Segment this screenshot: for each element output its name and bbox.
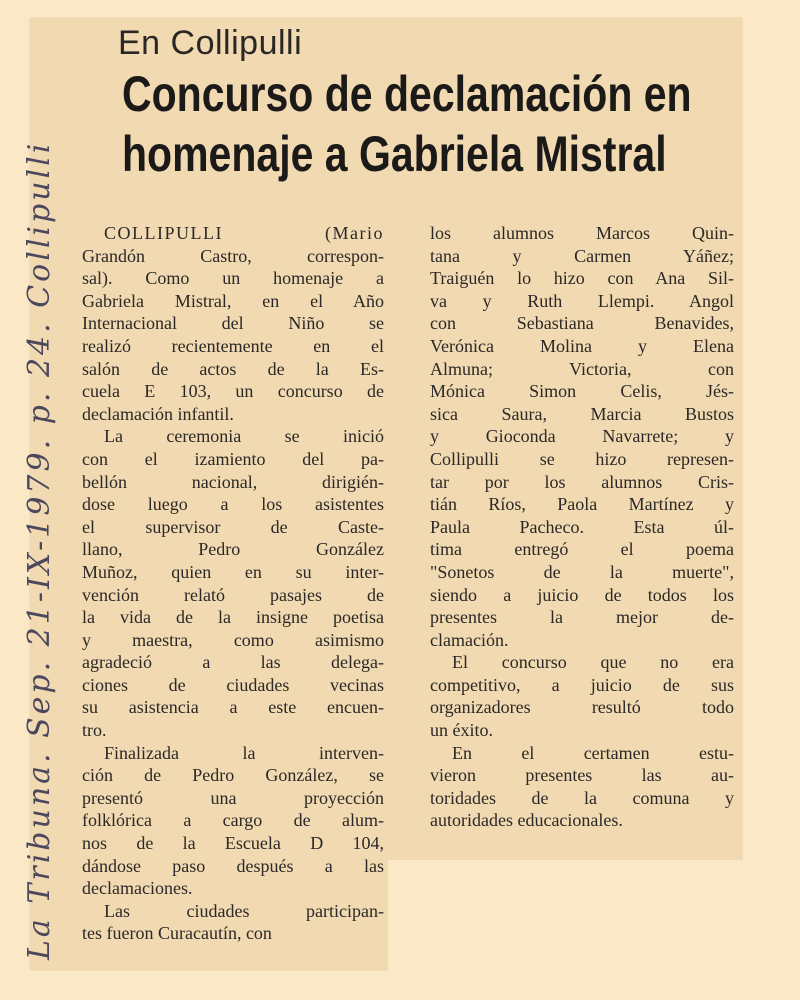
article-text-line: Collipulli se hizo represen- — [430, 448, 734, 469]
article-text-line: ción de Pedro González, se — [82, 765, 384, 786]
article-text-line: organizadores resultó todo — [430, 697, 734, 718]
article-text-line: llano, Pedro González — [82, 539, 384, 560]
article-text-line: tana y Carmen Yáñez; — [430, 245, 734, 266]
article-text-line: vieron presentes las au- — [430, 765, 734, 786]
article-text-line: con Sebastiana Benavides, — [430, 313, 734, 334]
handwritten-margin-note: La Tribuna. Sep. 21-IX-1979. p. 24. Collipulli — [22, 140, 57, 960]
article-text-line: Finalizada la interven- — [104, 742, 384, 763]
article-text-line: folklórica a cargo de alum- — [82, 810, 384, 831]
article-text-line: agradeció a las delega- — [82, 652, 384, 673]
article-text-line: ciones de ciudades vecinas — [82, 674, 384, 695]
article-text-line: va y Ruth Llempi. Angol — [430, 290, 734, 311]
article-text-line: vención relató pasajes de — [82, 584, 384, 605]
article-text-line: con el izamiento del pa- — [82, 448, 384, 469]
article-text-line: la vida de la insigne poetisa — [82, 607, 384, 628]
article-kicker: En Collipulli — [118, 24, 303, 62]
article-text-line: clamación. — [430, 629, 509, 650]
article-text-line: Traiguén lo hizo con Ana Sil- — [430, 268, 734, 289]
article-text-line: Almuna; Victoria, con — [430, 358, 734, 379]
article-text-line: nos de la Escuela D 104, — [82, 833, 384, 854]
article-text-line: presentes la mejor de- — [430, 607, 734, 628]
article-text-line: COLLIPULLI (Mario — [104, 223, 384, 243]
article-text-line: el supervisor de Caste- — [82, 516, 384, 537]
article-text-line: tián Ríos, Paola Martínez y — [430, 494, 734, 515]
article-headline — [122, 64, 692, 184]
article-text-line: Paula Pacheco. Esta úl- — [430, 516, 734, 537]
article-text-line: declamaciones. — [82, 878, 193, 899]
article-text-line: salón de actos de la Es- — [82, 358, 384, 379]
article-text-line: Gabriela Mistral, en el Año — [82, 290, 384, 311]
article-text-line: presentó una proyección — [82, 787, 384, 808]
article-text-line: Verónica Molina y Elena — [430, 335, 734, 356]
article-text-line: realizó recientemente en el — [82, 335, 384, 356]
article-text-line: Muñoz, quien en su inter- — [82, 561, 384, 582]
article-text-line: Internacional del Niño se — [82, 313, 384, 334]
article-text-line: tes fueron Curacautín, con — [82, 923, 272, 944]
article-text-line: declamación infantil. — [82, 403, 234, 424]
article-text-line: tar por los alumnos Cris- — [430, 471, 734, 492]
article-text-line: autoridades educacionales. — [430, 810, 623, 831]
article-text-line: Mónica Simon Celis, Jés- — [430, 381, 734, 402]
headline-line: homenaje a Gabriela Mistral — [122, 126, 667, 182]
article-text-line: sal). Como un homenaje a — [82, 268, 384, 289]
article-text-line: Las ciudades participan- — [104, 900, 384, 921]
article-text-line: En el certamen estu- — [452, 742, 734, 763]
article-text-line: y maestra, como asimismo — [82, 629, 384, 650]
article-text-line: toridades de la comuna y — [430, 787, 734, 808]
article-text-line: bellón nacional, dirigién- — [82, 471, 384, 492]
article-text-line: "Sonetos de la muerte", — [430, 561, 734, 582]
article-text-line: competitivo, a juicio de sus — [430, 674, 734, 695]
article-text-line: dose luego a los asistentes — [82, 494, 384, 515]
article-text-line: cuela E 103, un concurso de — [82, 381, 384, 402]
headline-line: Concurso de declamación en — [122, 66, 692, 122]
article-text-line: tro. — [82, 720, 107, 741]
article-text-line: su asistencia a este encuen- — [82, 697, 384, 718]
article-text-line: siendo a juicio de todos los — [430, 584, 734, 605]
article-text-line: un éxito. — [430, 720, 493, 741]
article-text-line: tima entregó el poema — [430, 539, 734, 560]
article-column-right — [430, 222, 734, 832]
article-column-left — [82, 222, 384, 945]
article-text-line: sica Saura, Marcia Bustos — [430, 403, 734, 424]
article-text-line: los alumnos Marcos Quin- — [430, 223, 734, 243]
article-text-line: La ceremonia se inició — [104, 426, 384, 447]
article-text-line: dándose paso después a las — [82, 855, 384, 876]
article-text-line: El concurso que no era — [452, 652, 734, 673]
article-text-line: Grandón Castro, correspon- — [82, 245, 384, 266]
article-text-line: y Gioconda Navarrete; y — [430, 426, 734, 447]
clipping-cut-corner — [388, 860, 748, 980]
